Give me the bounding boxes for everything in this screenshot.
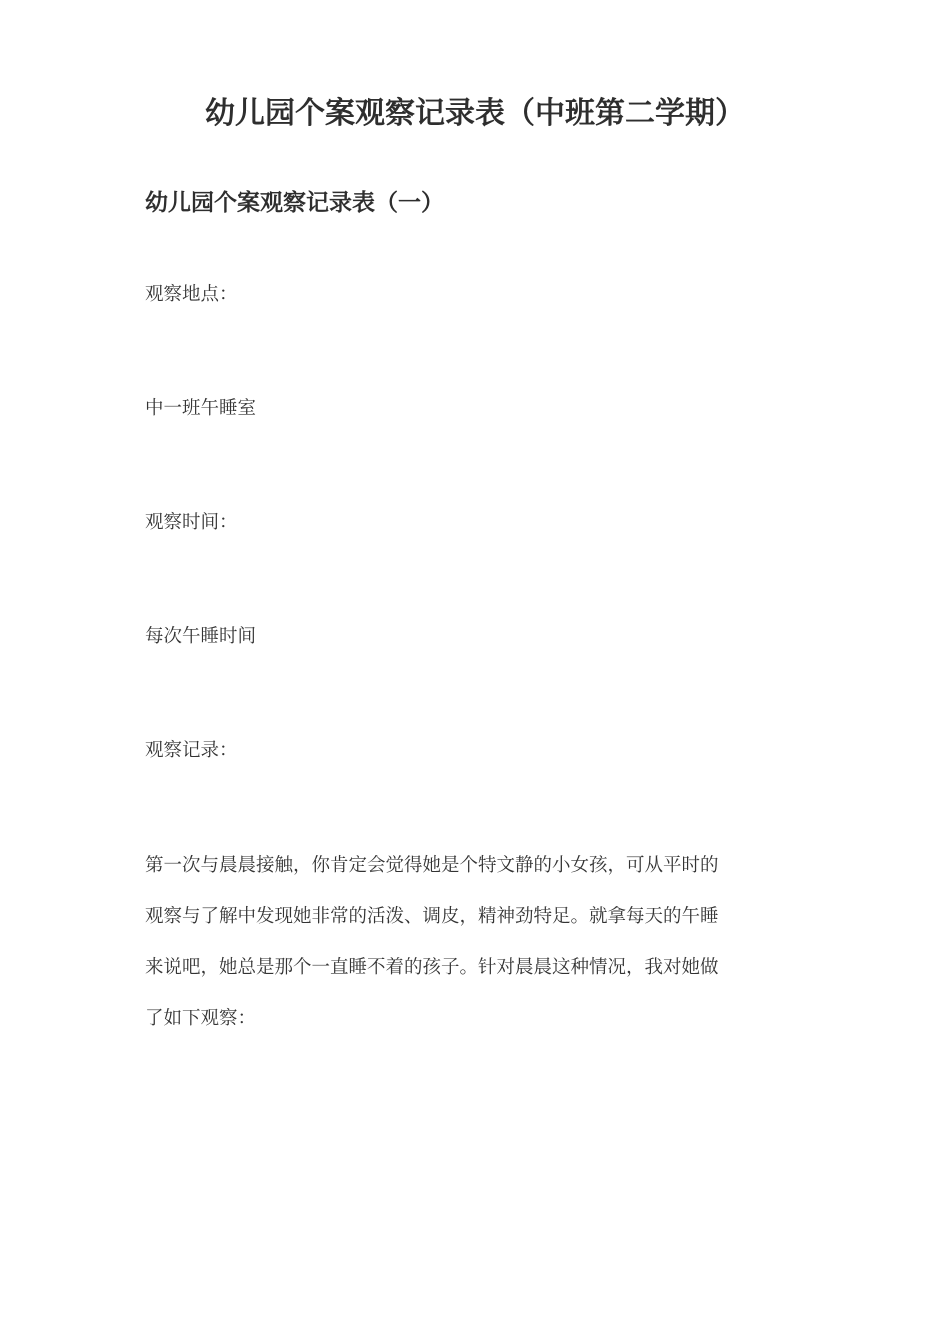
record-line: 了如下观察：	[145, 1008, 257, 1029]
section-title: 幼儿园个案观察记录表（一）	[145, 190, 444, 216]
record-body	[145, 850, 825, 1054]
record-line: 第一次与晨晨接触，你肯定会觉得她是个特文静的小女孩，可从平时的	[145, 855, 719, 876]
document-title: 幼儿园个案观察记录表（中班第二学期）	[205, 96, 745, 131]
record-line: 观察与了解中发现她非常的活泼、调皮，精神劲特足。就拿每天的午睡	[145, 906, 719, 927]
time-label: 观察时间：	[145, 512, 238, 533]
time-value: 每次午睡时间	[145, 626, 257, 647]
record-line: 来说吧，她总是那个一直睡不着的孩子。针对晨晨这种情况，我对她做	[145, 957, 719, 978]
location-label: 观察地点：	[145, 284, 238, 305]
location-value: 中一班午睡室	[145, 398, 257, 419]
record-label: 观察记录：	[145, 740, 238, 761]
